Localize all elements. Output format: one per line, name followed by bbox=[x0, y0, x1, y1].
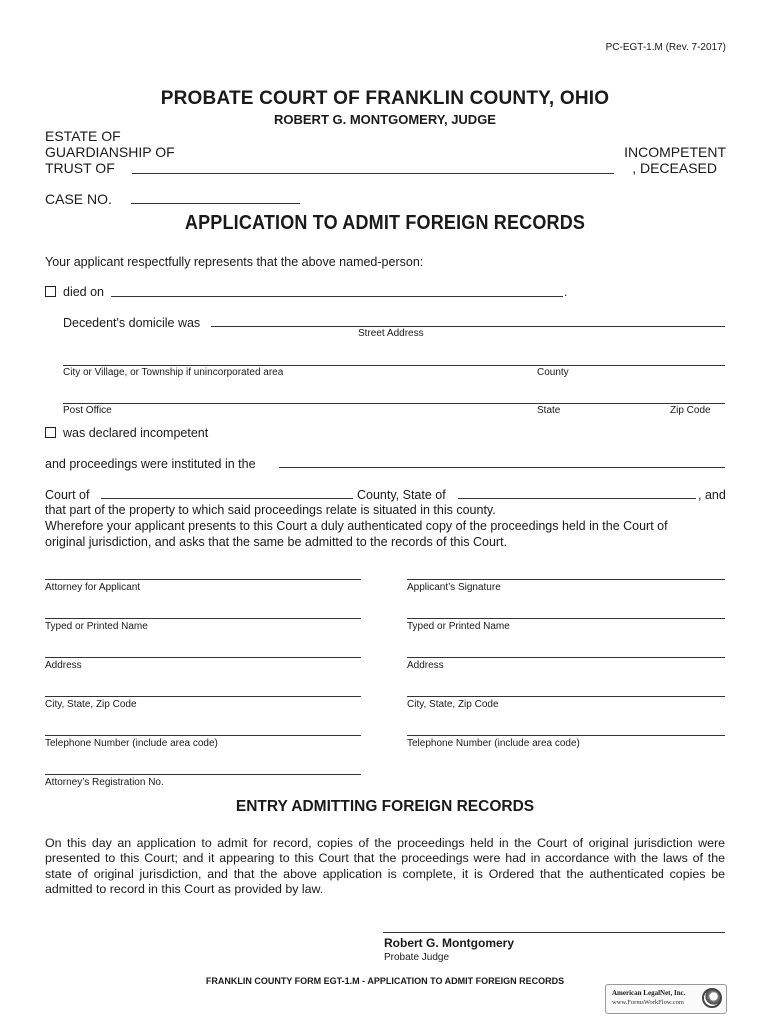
attorney-address-caption: Address bbox=[45, 660, 82, 671]
applicant-city-line[interactable] bbox=[407, 696, 725, 697]
domicile-label: Decedent's domicile was bbox=[63, 316, 201, 330]
publisher-url: www.FormsWorkFlow.com bbox=[612, 999, 684, 1006]
state-caption: State bbox=[537, 405, 561, 416]
court-title: PROBATE COURT OF FRANKLIN COUNTY, OHIO bbox=[160, 88, 610, 109]
died-on-line[interactable] bbox=[111, 296, 563, 297]
applicant-city-caption: City, State, Zip Code bbox=[407, 699, 499, 710]
applicant-address-caption: Address bbox=[407, 660, 444, 671]
intro-text: Your applicant respectfully represents that the above named-person: bbox=[45, 255, 424, 269]
form-id: PC-EGT-1.M (Rev. 7-2017) bbox=[605, 42, 726, 53]
wherefore-line-2: original jurisdiction, and asks that the same be admitted to the records of this Court. bbox=[45, 535, 508, 549]
incompetent-label: INCOMPETENT bbox=[624, 144, 726, 160]
court-of-label: Court of bbox=[45, 488, 90, 502]
street-address-line[interactable] bbox=[211, 326, 725, 327]
declared-incompetent-checkbox[interactable] bbox=[45, 427, 56, 438]
applicant-signature-caption: Applicant’s Signature bbox=[407, 582, 501, 593]
attorney-caption: Attorney for Applicant bbox=[45, 582, 141, 593]
city-county-line[interactable] bbox=[63, 365, 725, 366]
name-field-line[interactable] bbox=[132, 173, 614, 174]
street-address-caption: Street Address bbox=[358, 328, 424, 339]
application-title: APPLICATION TO ADMIT FOREIGN RECORDS bbox=[184, 212, 586, 234]
publisher-logo bbox=[605, 984, 727, 1014]
attorney-city-line[interactable] bbox=[45, 696, 361, 697]
property-text: that part of the property to which said proceedings relate is situated in this county. bbox=[45, 503, 496, 517]
guardianship-of-label: GUARDIANSHIP OF bbox=[45, 144, 175, 160]
proceedings-label: and proceedings were instituted in the bbox=[45, 457, 256, 471]
attorney-city-caption: City, State, Zip Code bbox=[45, 699, 137, 710]
and-label: , and bbox=[698, 488, 726, 502]
entry-text: On this day an application to admit for record, copies of the proceedings held in the Court of original jurisdiction were presented to this Court; and it appearing to this Court that the proceedings were had in accordance with the laws of the state of original jurisdiction, and that the above application is complete, it is Ordered that the authenticated copies be admitted to record in this Court as provided by law. bbox=[45, 836, 725, 897]
died-on-checkbox[interactable] bbox=[45, 286, 56, 297]
city-caption: City or Village, or Township if unincorporated area bbox=[63, 367, 284, 378]
post-office-caption: Post Office bbox=[63, 405, 112, 416]
declared-incompetent-label: was declared incompetent bbox=[63, 426, 209, 440]
trust-of-label: TRUST OF bbox=[45, 160, 115, 176]
attorney-registration-caption: Attorney’s Registration No. bbox=[45, 777, 164, 788]
judge-title: Probate Judge bbox=[384, 952, 450, 963]
judge-signature-line[interactable] bbox=[383, 932, 725, 933]
attorney-name-line[interactable] bbox=[45, 618, 361, 619]
attorney-phone-line[interactable] bbox=[45, 735, 361, 736]
estate-of-label: ESTATE OF bbox=[45, 128, 121, 144]
wherefore-line-1: Wherefore your applicant presents to this Court a duly authenticated copy of the proceedings held in the Court of bbox=[45, 519, 668, 533]
post-office-line[interactable] bbox=[63, 403, 725, 404]
attorney-name-caption: Typed or Printed Name bbox=[45, 621, 148, 632]
judge-line: ROBERT G. MONTGOMERY, JUDGE bbox=[274, 112, 496, 127]
county-state-label: County, State of bbox=[357, 488, 446, 502]
proceedings-line[interactable] bbox=[279, 467, 725, 468]
case-no-line[interactable] bbox=[131, 203, 300, 204]
globe-icon bbox=[702, 988, 722, 1008]
attorney-registration-line[interactable] bbox=[45, 774, 361, 775]
publisher-name: American LegalNet, Inc. bbox=[612, 989, 686, 997]
entry-title: ENTRY ADMITTING FOREIGN RECORDS bbox=[235, 798, 535, 815]
deceased-label: , DECEASED bbox=[632, 160, 717, 176]
applicant-name-caption: Typed or Printed Name bbox=[407, 621, 510, 632]
applicant-phone-line[interactable] bbox=[407, 735, 725, 736]
judge-name: Robert G. Montgomery bbox=[384, 936, 515, 950]
died-on-period: . bbox=[564, 285, 568, 299]
attorney-signature-line[interactable] bbox=[45, 579, 361, 580]
attorney-address-line[interactable] bbox=[45, 657, 361, 658]
county-caption: County bbox=[537, 367, 569, 378]
zip-caption: Zip Code bbox=[670, 405, 711, 416]
state-of-line[interactable] bbox=[458, 498, 696, 499]
case-no-label: CASE NO. bbox=[45, 191, 112, 207]
attorney-phone-caption: Telephone Number (include area code) bbox=[45, 738, 218, 749]
applicant-name-line[interactable] bbox=[407, 618, 725, 619]
footer-form-title: FRANKLIN COUNTY FORM EGT-1.M - APPLICATION TO ADMIT FOREIGN RECORDS bbox=[205, 976, 565, 986]
died-on-label: died on bbox=[63, 285, 105, 299]
applicant-phone-caption: Telephone Number (include area code) bbox=[407, 738, 580, 749]
court-of-line[interactable] bbox=[101, 498, 353, 499]
applicant-address-line[interactable] bbox=[407, 657, 725, 658]
applicant-signature-line[interactable] bbox=[407, 579, 725, 580]
